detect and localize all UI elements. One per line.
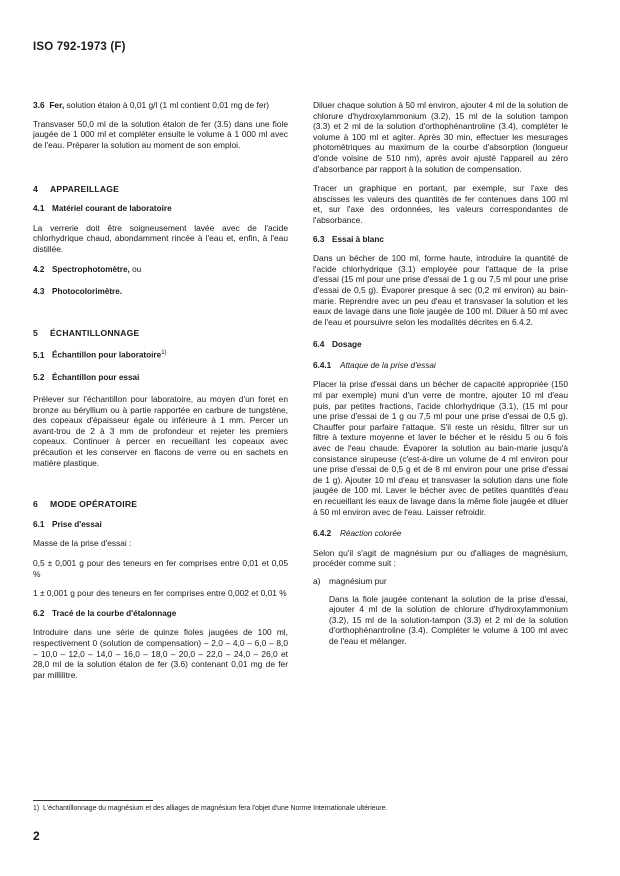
paragraph: La verrerie doit être soigneusement lavée avec de l'acide chlorhydrique chaud, abondamment rincée à l'eau et, enfin, à l'eau distillée. bbox=[33, 222, 288, 254]
paragraph: Masse de la prise d'essai : bbox=[33, 538, 132, 549]
section-title: Fer, bbox=[49, 100, 65, 110]
paragraph: 0,5 ± 0,001 g pour des teneurs en fer comprises entre 0,01 et 0,05 % bbox=[33, 557, 288, 579]
section-heading-6-2 bbox=[33, 609, 288, 620]
section-title: MODE OPÉRATOIRE bbox=[50, 499, 138, 510]
paragraph: 1 ± 0,001 g pour des teneurs en fer comprises entre 0,002 et 0,01 % bbox=[33, 588, 287, 599]
section-number: 4.1 bbox=[33, 203, 45, 213]
section-heading-4-3 bbox=[33, 287, 288, 298]
section-title: Essai à blanc bbox=[332, 234, 384, 244]
paragraph: Prélever sur l'échantillon pour laboratoire, au moyen d'un foret en bronze au béryllium ou à partie rapportée en carbure de tungstène, des copeaux d'épaisseur égale ou inférieure à 1 mm. Percer un avant-trou de 2 à 3 mm de profondeur et rejeter les premiers copeaux. Continuer à percer en recueillant les copeaux avec précaution et les conserver en flacons de verre ou en sachets en matière plastique. bbox=[33, 394, 288, 468]
list-label: magnésium pur bbox=[329, 575, 387, 586]
section-3-6 bbox=[33, 100, 288, 111]
section-heading-6 bbox=[33, 499, 288, 510]
section-title: APPAREILLAGE bbox=[50, 184, 120, 195]
section-title: Réaction colorée bbox=[340, 529, 402, 539]
section-title: Échantillon pour essai bbox=[52, 373, 140, 383]
section-number: 4 bbox=[33, 184, 38, 195]
section-heading-6-4-1 bbox=[313, 361, 568, 372]
left-column bbox=[33, 100, 288, 689]
section-title-tail: ou bbox=[129, 265, 142, 275]
section-title: Attaque de la prise d'essai bbox=[340, 360, 436, 370]
paragraph: Selon qu'il s'agit de magnésium pur ou d'alliages de magnésium, procéder comme suit : bbox=[313, 547, 568, 569]
section-number: 6 bbox=[33, 499, 38, 510]
section-title: Spectrophotomètre, bbox=[52, 265, 130, 275]
document-header: ISO 792-1973 (F) bbox=[33, 41, 126, 53]
paragraph: Diluer chaque solution à 50 ml environ, ajouter 4 ml de la solution de chlorure d'hydroxylammonium (3.2), 15 ml de la solution tampon (3.3) et 2 ml de la solution d'orthophénantroline (3.4), compléter le volume à 100 ml et agiter. Après 30 min, effectuer les mesurages photométriques au maximum de la courbe d'absorption (longueur d'onde voisine de 510 nm), après avoir ajusté l'appareil au zéro d'absorbance par rapport à la solution de compensation. bbox=[313, 100, 568, 174]
section-number: 6.4 bbox=[313, 340, 325, 350]
page-number: 2 bbox=[33, 829, 40, 843]
section-title: Prise d'essai bbox=[52, 519, 102, 529]
section-heading-5-2 bbox=[33, 373, 288, 384]
footnote-ref: 1) bbox=[161, 350, 167, 357]
section-title: Dosage bbox=[332, 340, 362, 350]
section-heading-4-1 bbox=[33, 204, 288, 215]
section-heading-4 bbox=[33, 184, 288, 195]
paragraph: Introduire dans une série de quinze fioles jaugées de 100 ml, respectivement 0 (solution de compensation) – 2,0 – 4,0 – 6,0 – 8,0 – 10,0 – 12,0 – 14,0 – 16,0 – 18,0 – 20,0 – 22,0 – 24,0 – 26,0 et 28,0 ml de la solution étalon de fer (3.6) contenant 0,01 mg de fer par millilitre. bbox=[33, 627, 288, 680]
section-number: 5 bbox=[33, 327, 38, 338]
section-number: 5.1 bbox=[33, 350, 45, 360]
list-marker: a) bbox=[313, 575, 321, 586]
paragraph: Placer la prise d'essai dans un bécher de capacité appropriée (150 ml par exemple) muni d'un verre de montre, ajouter 10 ml d'eau puis, par petites fractions, l'acide chlorhydrique (3.1), (15 ml pour une prise d'essai de 1 g ou 7,5 ml pour une prise d'essai de 0,5 g). Chauffer pour parfaire l'attaque. S'il reste un résidu, filtrer sur un filtre à texture moyenne et laver le bécher et le résidu 5 ou 6 fois avec de l'eau chaude. Évaporer la solution au bain-marie jusqu'à consistance sirupeuse (c'est-à-dire un volume de 4 ml environ pour une prise d'essai de 0,5 g et de 8 ml environ pour une prise d'essai de 1 g). Ajouter 10 ml d'eau et transvaser la solution dans une fiole jaugée de 100 ml. Laver le bécher avec de petites quantités d'eau en recueillant les eaux de lavage dans la même fiole jaugée et diluer à 50 ml environ avec de l'eau. Laisser refroidir. bbox=[313, 379, 568, 517]
section-number: 6.4.1 bbox=[313, 360, 332, 370]
paragraph: Transvaser 50,0 ml de la solution étalon de fer (3.5) dans une fiole jaugée de 1 000 ml et compléter ensuite le volume à 1 000 ml avec de l'eau. Préparer la solution au moment de son emploi. bbox=[33, 118, 288, 150]
section-number: 4.2 bbox=[33, 265, 45, 275]
footnote-divider bbox=[33, 800, 153, 801]
paragraph: Dans un bécher de 100 ml, forme haute, introduire la quantité de l'acide chlorhydrique (3.1) employée pour l'attaque de la prise d'essai (15 ml pour une prise d'essai de 1 g ou 7,5 ml pour une prise d'essai de 0,5 g). Évaporer presque à sec (0,2 ml environ) au bain-marie. Reprendre avec un peu d'eau et transvaser la solution et les eaux de lavage dans une fiole jaugée de 100 ml. Diluer à 50 ml avec de l'eau et poursuivre selon les modalités décrites en 6.4.2. bbox=[313, 253, 568, 327]
section-heading-6-3 bbox=[313, 235, 568, 246]
section-heading-6-4-2 bbox=[313, 529, 568, 540]
section-title: Photocolorimètre. bbox=[52, 286, 123, 296]
section-heading-6-1 bbox=[33, 520, 288, 531]
section-text: solution étalon à 0,01 g/l (1 ml contient 0,01 mg de fer) bbox=[64, 100, 270, 110]
footnote bbox=[33, 805, 387, 812]
section-heading-5-1 bbox=[33, 348, 288, 361]
section-heading-4-2 bbox=[33, 265, 288, 276]
section-title: ÉCHANTILLONNAGE bbox=[50, 327, 140, 338]
section-heading-5 bbox=[33, 328, 288, 339]
footnote-marker: 1) bbox=[33, 805, 40, 812]
paragraph: Tracer un graphique en portant, par exemple, sur l'axe des abscisses les valeurs des quantités de fer contenues dans 100 ml et, sur l'axe des ordonnées, les valeurs correspondantes de l'absorbance. bbox=[313, 183, 568, 225]
list-item-a bbox=[313, 576, 568, 587]
section-number: 4.3 bbox=[33, 286, 45, 296]
section-number: 3.6 bbox=[33, 100, 45, 110]
section-title: Tracé de la courbe d'étalonnage bbox=[52, 608, 177, 618]
section-number: 6.4.2 bbox=[313, 529, 332, 539]
footnote-text: L'échantillonnage du magnésium et des alliages de magnésium fera l'objet d'une Norme Internationale ultérieure. bbox=[42, 805, 388, 812]
paragraph: Dans la fiole jaugée contenant la solution de la prise d'essai, ajouter 4 ml de la solution de chlorure d'hydroxylammonium (3.2), 15 ml de la solution-tampon (3.3) et 2 ml de la solution d'orthophénantroline (3.4). Compléter le volume à 100 ml avec de l'eau et mélanger. bbox=[329, 593, 568, 646]
section-number: 6.3 bbox=[313, 234, 325, 244]
right-column bbox=[313, 100, 568, 656]
section-number: 5.2 bbox=[33, 373, 45, 383]
section-title: Matériel courant de laboratoire bbox=[52, 203, 172, 213]
section-heading-6-4 bbox=[313, 340, 568, 351]
section-number: 6.2 bbox=[33, 608, 45, 618]
section-number: 6.1 bbox=[33, 519, 45, 529]
section-title: Échantillon pour laboratoire bbox=[52, 350, 162, 360]
